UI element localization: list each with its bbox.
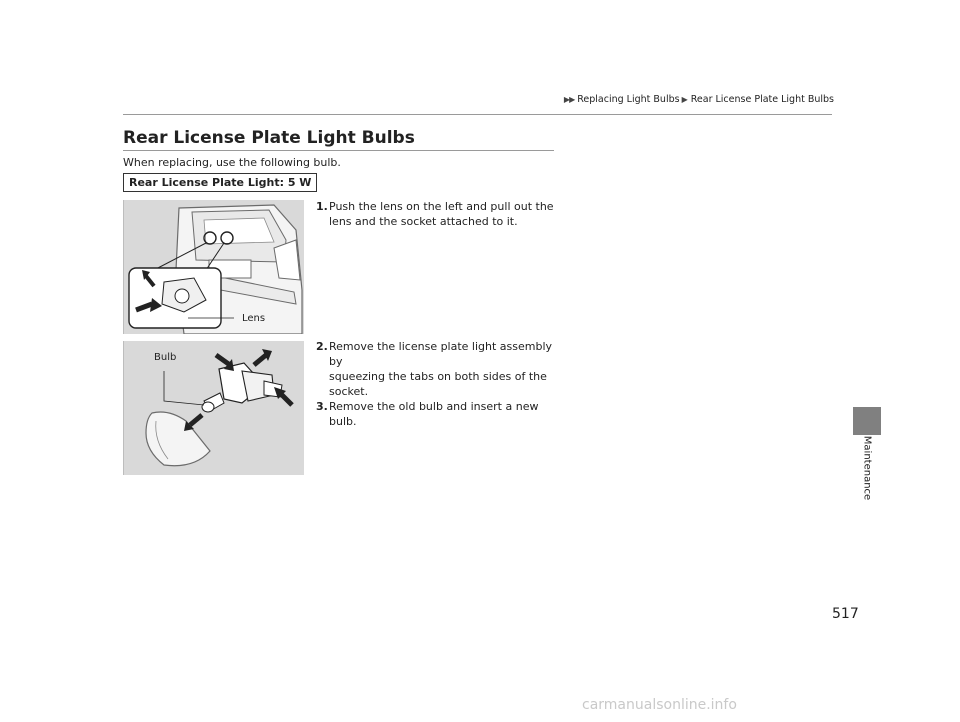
lens-callout: Lens [242, 313, 266, 324]
title-divider [123, 150, 554, 151]
bulb-spec-box: Rear License Plate Light: 5 W [123, 173, 317, 192]
bulb-callout: Bulb [154, 352, 177, 363]
breadcrumb [564, 94, 834, 105]
lens-removal-illustration [123, 200, 304, 334]
step-number: 2. [316, 340, 328, 353]
breadcrumb-item[interactable]: Replacing Light Bulbs [577, 94, 680, 105]
step-text-line: socket. [329, 385, 369, 398]
breadcrumb-item[interactable]: Rear License Plate Light Bulbs [690, 94, 834, 105]
step-1 [316, 199, 561, 229]
breadcrumb-arrow-icon: ▶▶ [563, 95, 575, 104]
page-number: 517 [832, 606, 859, 622]
intro-text: When replacing, use the following bulb. [123, 156, 341, 169]
watermark: carmanualsonline.info [582, 697, 737, 713]
step-text-line: squeezing the tabs on both sides of the [329, 370, 547, 383]
step-number: 3. [316, 400, 328, 413]
section-tab[interactable] [853, 407, 881, 435]
step-number: 1. [316, 200, 328, 213]
header-divider [123, 114, 832, 115]
bulb-removal-illustration [123, 341, 304, 475]
step-text-line: Remove the license plate light assembly by [329, 340, 553, 368]
step-2 [316, 339, 561, 429]
step-text-line: Remove the old bulb and insert a new bulb. [329, 400, 539, 428]
step-text-line: lens and the socket attached to it. [329, 215, 518, 228]
section-tab-label: Maintenance [861, 435, 873, 501]
step-text-line: Push the lens on the left and pull out the [329, 200, 554, 213]
page-title: Rear License Plate Light Bulbs [123, 128, 415, 148]
breadcrumb-separator-icon: ▶ [681, 95, 688, 104]
